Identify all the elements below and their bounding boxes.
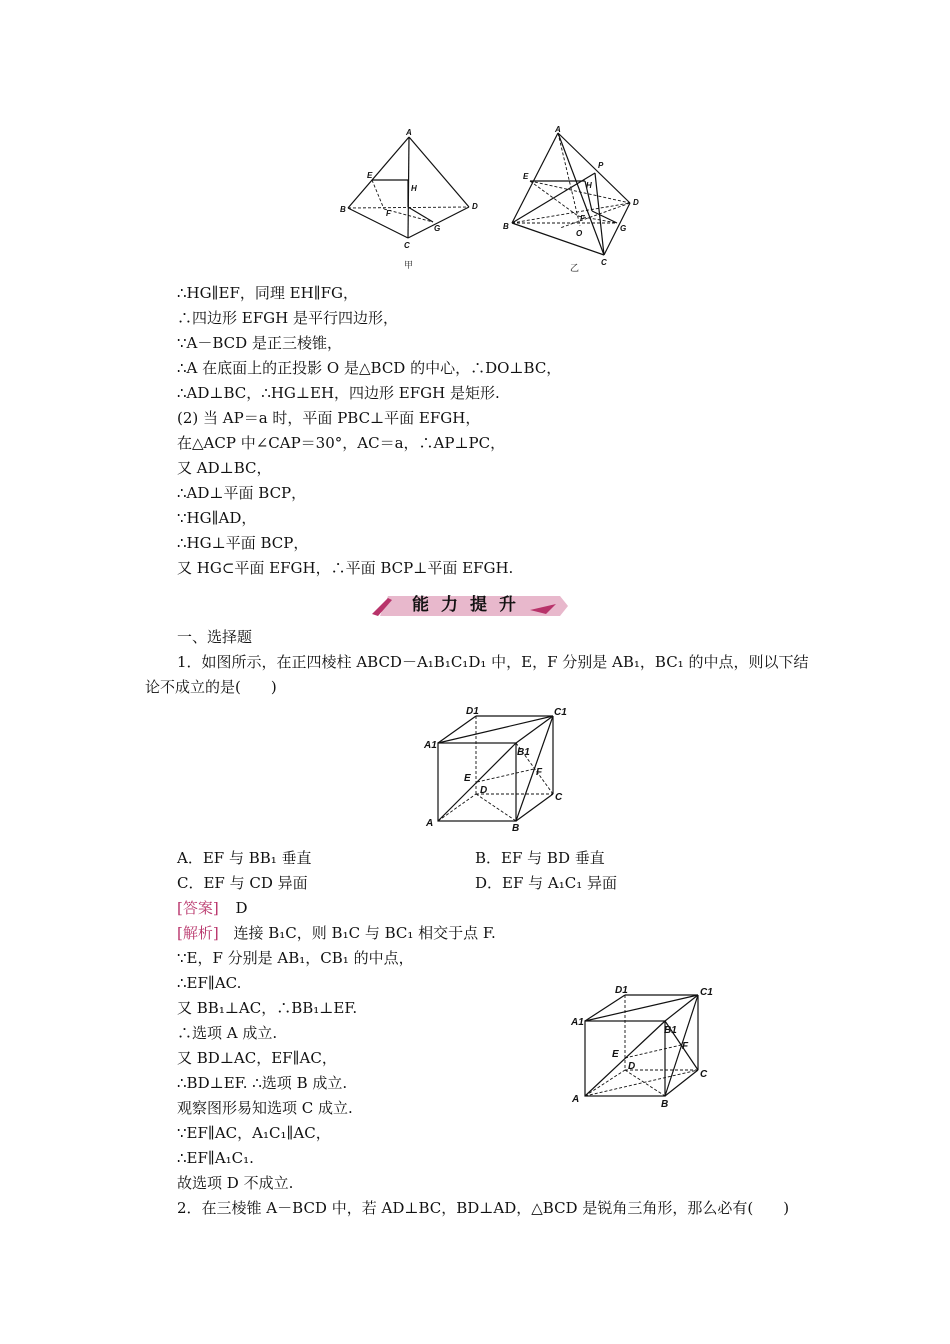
- proof-line: ∴四边形 EFGH 是平行四边形，: [177, 309, 398, 327]
- answer-line: [177, 898, 248, 918]
- analysis-line: 又 BD⊥AC，EF∥AC，: [177, 1049, 337, 1067]
- proof-line: ∴AD⊥BC，∴HG⊥EH，四边形 EFGH 是矩形.: [177, 384, 500, 402]
- cube2-point-label: A1: [571, 1017, 584, 1028]
- cube-point-label: C: [555, 792, 563, 803]
- analysis-line: ∴选项 A 成立.: [177, 1024, 278, 1042]
- proof-line: ∵A－BCD 是正三棱锥，: [177, 334, 342, 352]
- question-1-line2: 论不成立的是( ): [145, 678, 277, 696]
- cube2-point-label: C1: [700, 987, 713, 998]
- cube-point-label: A: [426, 818, 434, 829]
- cube2-point-label: D1: [615, 985, 628, 996]
- cube-point-label: B: [512, 823, 520, 834]
- fig2-point-label: H: [586, 181, 592, 190]
- proof-line: ∴AD⊥平面 BCP，: [177, 484, 307, 502]
- option-b: B．EF 与 BD 垂直: [475, 849, 605, 867]
- fig2-caption: 乙: [570, 263, 580, 273]
- fig1-point-label: C: [404, 241, 410, 250]
- fig1-point-label: H: [411, 184, 417, 193]
- section-banner: [370, 592, 570, 620]
- cube2-point-label: A: [572, 1094, 580, 1105]
- section-title: 一、选择题: [177, 628, 253, 646]
- proof-line: ∴HG⊥平面 BCP，: [177, 534, 309, 552]
- fig2-point-label: D: [633, 198, 639, 207]
- fig1-point-label: A: [406, 128, 412, 137]
- fig1-point-label: E: [367, 171, 373, 180]
- banner-title: 能力提升: [412, 595, 528, 615]
- fig1-point-label: D: [472, 202, 478, 211]
- fig1-point-label: B: [340, 205, 346, 214]
- analysis-line: ∵EF∥AC，A₁C₁∥AC，: [177, 1124, 331, 1142]
- fig2-point-label: A: [555, 125, 561, 134]
- proof-line: ∴HG∥EF，同理 EH∥FG，: [177, 284, 359, 302]
- cube-point-label: B1: [517, 747, 530, 758]
- cube2-point-label: D: [628, 1061, 636, 1072]
- fig2-point-label: O: [576, 229, 583, 238]
- analysis-text: 连接 B₁C，则 B₁C 与 BC₁ 相交于点 F.: [233, 924, 496, 942]
- analysis-line: ∴BD⊥EF. ∴选项 B 成立.: [177, 1074, 348, 1092]
- analysis-line: ∴EF∥A₁C₁.: [177, 1149, 254, 1167]
- analysis-line: 观察图形易知选项 C 成立.: [177, 1099, 353, 1117]
- option-a: A．EF 与 BB₁ 垂直: [177, 849, 312, 867]
- pyramid-figure-yi: [500, 123, 650, 273]
- cube-point-label: D1: [466, 706, 479, 717]
- fig2-point-label: C: [601, 258, 607, 267]
- fig2-point-label: E: [523, 172, 529, 181]
- answer-tag: [答案]: [177, 899, 219, 917]
- cube-figure-analysis: [570, 985, 720, 1115]
- analysis-line: 又 BB₁⊥AC，∴BB₁⊥EF.: [177, 999, 358, 1017]
- fig2-point-label: B: [503, 222, 509, 231]
- proof-line: 又 HG⊂平面 EFGH，∴平面 BCP⊥平面 EFGH.: [177, 559, 514, 577]
- analysis-line: [177, 923, 496, 943]
- fig2-point-label: G: [620, 224, 627, 233]
- analysis-tag: [解析]: [177, 924, 219, 942]
- option-d: D．EF 与 A₁C₁ 异面: [475, 874, 618, 892]
- proof-line: 又 AD⊥BC，: [177, 459, 272, 477]
- fig1-caption: 甲: [404, 260, 414, 270]
- fig2-point-label: F: [580, 214, 585, 223]
- cube-point-label: E: [464, 773, 471, 784]
- cube2-point-label: B1: [664, 1025, 677, 1036]
- cube-point-label: A1: [424, 740, 437, 751]
- cube-point-label: F: [536, 767, 543, 778]
- cube2-point-label: E: [612, 1049, 619, 1060]
- cube-point-label: D: [480, 785, 488, 796]
- fig1-point-label: F: [386, 209, 391, 218]
- pyramid-figure-jia: [336, 125, 486, 275]
- cube2-point-label: B: [661, 1099, 669, 1110]
- analysis-line: ∴EF∥AC.: [177, 974, 242, 992]
- question-2-line1: 2．在三棱锥 A－BCD 中，若 AD⊥BC，BD⊥AD，△BCD 是锐角三角形，那么必有( ): [177, 1199, 790, 1217]
- cube-point-label: C1: [554, 707, 567, 718]
- cube2-point-label: F: [682, 1041, 689, 1052]
- analysis-line: 故选项 D 不成立.: [177, 1174, 294, 1192]
- cube2-point-label: C: [700, 1069, 708, 1080]
- cube-figure: [420, 705, 570, 835]
- answer-value: D: [235, 899, 248, 917]
- proof-line: ∴A 在底面上的正投影 O 是△BCD 的中心，∴DO⊥BC，: [177, 359, 562, 377]
- fig2-point-label: P: [598, 161, 604, 170]
- option-c: C．EF 与 CD 异面: [177, 874, 308, 892]
- question-1-line1: 1．如图所示，在正四棱柱 ABCD－A₁B₁C₁D₁ 中，E，F 分别是 AB₁，BC₁ 的中点，则以下结: [177, 653, 809, 671]
- proof-line: 在△ACP 中∠CAP＝30°，AC＝a，∴AP⊥PC，: [177, 434, 506, 452]
- analysis-line: ∵E，F 分别是 AB₁，CB₁ 的中点，: [177, 949, 414, 967]
- proof-line: ∵HG∥AD，: [177, 509, 257, 527]
- fig1-point-label: G: [434, 224, 441, 233]
- proof-line: (2) 当 AP＝a 时，平面 PBC⊥平面 EFGH，: [177, 409, 481, 427]
